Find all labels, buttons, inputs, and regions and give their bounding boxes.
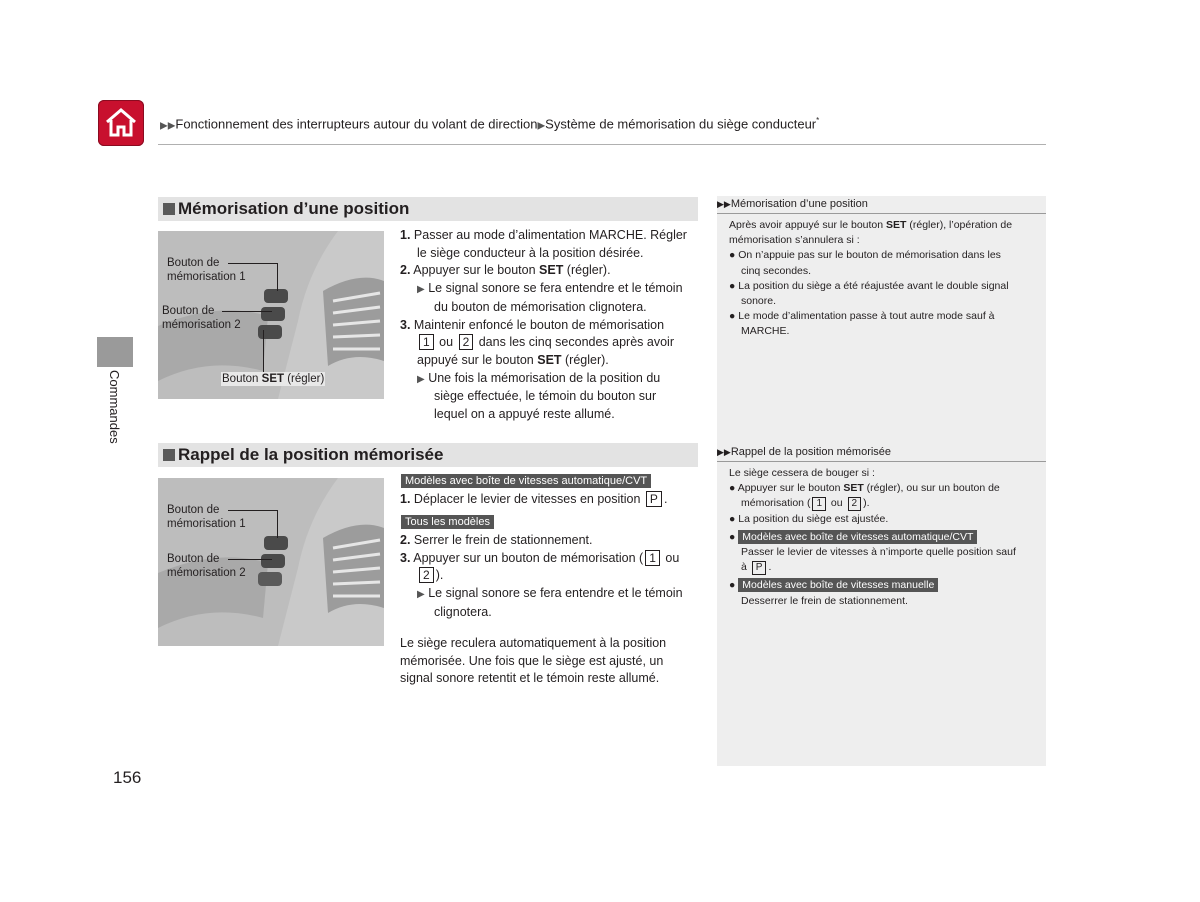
breadcrumb-arrow-icon: ▶ xyxy=(537,120,546,132)
rappel-paragraph: Le siège reculera automatiquement à la position mémorisée. Une fois que le siège est ajusté, un signal sonore retentit et le témoin reste allumé. xyxy=(400,636,667,686)
rappel-step-1: 1. Déplacer le levier de vitesses en position P . xyxy=(400,492,668,506)
side-heading-1: ▶▶Mémorisation d’une position xyxy=(717,198,868,210)
note-arrow-icon: ▶▶ xyxy=(717,199,731,209)
breadcrumb-current: Système de mémorisation du siège conducteur xyxy=(545,116,817,132)
key-2: 2 xyxy=(459,334,474,350)
footnote-star: * xyxy=(816,116,820,125)
page-number: 156 xyxy=(113,768,142,787)
tag-cvt-models: Modèles avec boîte de vitesses automatique/CVT xyxy=(738,530,977,544)
home-icon xyxy=(98,100,144,146)
key-1: 1 xyxy=(419,334,434,350)
key-p: P xyxy=(646,491,662,507)
section-title: Rappel de la position mémorisée xyxy=(178,445,444,464)
result-arrow-icon: ▶ xyxy=(417,284,425,296)
tag-all-models: Tous les modèles xyxy=(401,515,494,529)
result-arrow-icon: ▶ xyxy=(417,373,425,385)
callout-set-button: Bouton SET (régler) xyxy=(222,373,325,385)
breadcrumb-arrow-icon: ▶▶ xyxy=(160,120,176,132)
header-divider xyxy=(158,144,1046,145)
section-title: Mémorisation d’une position xyxy=(178,199,410,218)
callout-button-2: Bouton de mémorisation 2 xyxy=(162,305,241,331)
side-heading-2: ▶▶Rappel de la position mémorisée xyxy=(717,446,892,458)
leader-line xyxy=(263,330,264,372)
chapter-label: Commandes xyxy=(107,370,122,444)
callout-button-1: Bouton de mémorisation 1 xyxy=(167,504,246,530)
side-divider xyxy=(717,213,1046,214)
section-header-rappel xyxy=(158,443,698,467)
rappel-steps: 2. Serrer le frein de stationnement. 3. Appuyer sur un bouton de mémorisation ( 1 ou 2 ). ▶ Le signal sonore se fera entendre et le témoin clignotera. xyxy=(400,533,683,619)
breadcrumb-link-1[interactable]: Fonctionnement des interrupteurs autour du volant de direction xyxy=(175,116,538,132)
section-bullet-icon xyxy=(163,203,175,215)
section-bullet-icon xyxy=(163,449,175,461)
side-note-1: Après avoir appuyé sur le bouton SET (régler), l’opération de mémorisation s’annulera si : ● On n’appuie pas sur le bouton de mémorisation dans les cinq secondes. ● La position du siège a été réajustée avant le double signal sonore. ● Le mode d’alimentation passe à tout autre mode sauf à MARCHE. xyxy=(729,219,1013,338)
chapter-tab[interactable] xyxy=(97,337,133,367)
result-arrow-icon: ▶ xyxy=(417,589,425,601)
leader-line xyxy=(277,263,278,291)
leader-line xyxy=(222,311,272,312)
home-button[interactable] xyxy=(98,100,144,146)
leader-line xyxy=(228,263,278,264)
leader-line xyxy=(228,510,278,511)
side-divider xyxy=(717,461,1046,462)
tag-manual-models: Modèles avec boîte de vitesses manuelle xyxy=(738,578,938,592)
leader-line xyxy=(228,559,272,560)
breadcrumb xyxy=(160,116,819,131)
section-header-memorisation xyxy=(158,197,698,221)
tag-cvt-models: Modèles avec boîte de vitesses automatique/CVT xyxy=(401,474,651,488)
key-1: 1 xyxy=(645,550,660,566)
callout-button-2: Bouton de mémorisation 2 xyxy=(167,553,246,579)
memorisation-steps: 1. Passer au mode d’alimentation MARCHE. Régler le siège conducteur à la position désirée. 2. Appuyer sur le bouton SET (régler). ▶ Le signal sonore se fera entendre et le témoin du bouton de mémorisation clignotera. 3. Maintenir enfoncé le bouton de mémorisation 1 ou 2 dans les cinq secondes après avoir appuyé sur le bouton SET (régler). ▶ Une fois la mémorisation de la position du siège effectuée, le témoin du bouton sur lequel on a appuyé reste allumé. xyxy=(400,228,687,422)
note-arrow-icon: ▶▶ xyxy=(717,447,731,457)
key-2: 2 xyxy=(419,567,434,583)
callout-button-1: Bouton de mémorisation 1 xyxy=(167,257,246,283)
side-note-2: Le siège cessera de bouger si : ● Appuyer sur le bouton SET (régler), ou sur un bouton de mémorisation ( 1 ou 2 ). ● La position du siège est ajustée. ● Modèles avec boîte de vitesses automatique/CVT Passer le levier de vitesses à n’importe quelle position sauf à P . ● Modèles avec boîte de vitesses manuelle Desserrer le frein de stationnement. xyxy=(729,467,1016,607)
leader-line xyxy=(277,510,278,538)
